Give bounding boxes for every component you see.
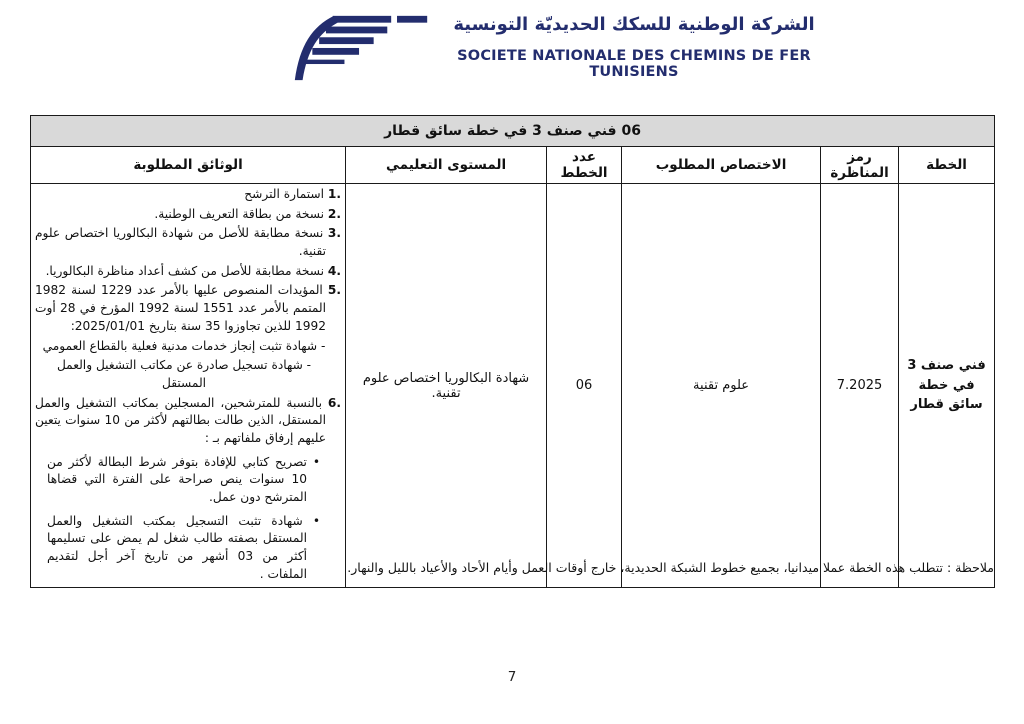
document-item <box>35 395 341 448</box>
table-title: 06 فني صنف 3 في خطة سائق قطار <box>31 116 995 147</box>
col-header-position: الخطة <box>899 147 995 184</box>
vacancy-table <box>30 115 995 588</box>
document-item <box>35 206 341 224</box>
cell-position: فني صنف 3 في خطة سائق قطار <box>899 184 995 588</box>
document-item-marker: • <box>312 513 321 528</box>
col-header-specialty: الاختصاص المطلوب <box>622 147 821 184</box>
col-header-vacancies: عدد الخطط <box>547 147 622 184</box>
document-item-text: شهادة تثبت إنجاز خدمات مدنية فعلية بالقطاع العمومي <box>42 338 318 353</box>
document-item-text: استمارة الترشح <box>244 187 325 201</box>
document-item-text: تصريح كتابي للإفادة بتوفر شرط البطالة لأكثر من 10 سنوات ينص صراحة على الفترة التي قضاها المترشح دون عمل. <box>47 454 308 504</box>
table-header-row <box>31 147 995 184</box>
document-item-text: نسخة مطابقة للأصل من شهادة البكالوريا اختصاص علوم تقنية. <box>35 226 327 259</box>
document-item <box>35 263 341 281</box>
document-item-marker: 5. <box>327 283 342 298</box>
page-number: 7 <box>507 669 517 685</box>
document-item <box>35 186 341 204</box>
document-item <box>35 282 341 335</box>
document-item <box>35 225 341 260</box>
table-title-row <box>31 116 995 147</box>
document-item-marker: 1. <box>327 187 342 201</box>
col-header-competition-code: رمز المناظرة <box>821 147 899 184</box>
cell-vacancies: 06 <box>547 184 622 588</box>
document-item <box>35 454 341 507</box>
document-item-marker: - <box>321 338 326 353</box>
document-item-marker: • <box>312 454 321 469</box>
document-item-text: نسخة من بطاقة التعريف الوطنية. <box>154 206 325 221</box>
document-item-marker: 4. <box>327 263 342 278</box>
sncft-logo <box>288 8 434 86</box>
document-item-marker: 2. <box>327 206 342 221</box>
table-row <box>31 184 995 588</box>
document-item <box>35 338 341 356</box>
document-item-text: نسخة مطابقة للأصل من كشف أعداد مناظرة البكالوريا. <box>45 263 325 278</box>
document-item-marker: - <box>306 358 312 373</box>
document-item-text: شهادة تثبت التسجيل بمكتب التشغيل والعمل المستقل بصفته طالب شغل لم يمض على تسليمها أكثر من 03 أشهر من تاريخ آخر أجل لتقديم الملفات . <box>47 513 308 581</box>
document-item-marker: 3. <box>327 226 342 241</box>
document-item-marker: 6. <box>327 395 342 410</box>
col-header-education: المستوى التعليمي <box>346 147 547 184</box>
cell-specialty: علوم تقنية <box>622 184 821 588</box>
company-name-french: SOCIETE NATIONALE DES CHEMINS DE FER TUNISIENS <box>457 48 811 80</box>
document-item <box>35 357 341 392</box>
field-work-note: ملاحظة : تتطلب هذه الخطة عملا ميدانيا، بجميع خطوط الشبكة الحديدية، خارج أوقات العمل وأيام الأحاد والأعياد بالليل والنهار. <box>347 560 994 575</box>
cell-education-level: شهادة البكالوريا اختصاص علوم تقنية. <box>346 184 547 588</box>
cell-required-documents <box>31 184 346 588</box>
document-item-text: شهادة تسجيل صادرة عن مكاتب التشغيل والعمل المستقل <box>56 358 303 390</box>
company-name-arabic: الشركة الوطنية للسكك الحديديّة التونسية <box>453 14 815 35</box>
col-header-documents: الوثائق المطلوبة <box>31 147 346 184</box>
cell-competition-code: 7.2025 <box>821 184 899 588</box>
document-item-text: بالنسبة للمترشحين، المسجلين بمكاتب التشغيل والعمل المستقل، الذين طالت بطالتهم لأكثر من 10 سنوات يتعين عليهم إرفاق ملفاتهم بـ : <box>35 395 327 445</box>
document-item <box>35 513 341 584</box>
document-item-text: المؤيدات المنصوص عليها بالأمر عدد 1229 لسنة 1982 المتمم بالأمر عدد 1551 لسنة 1992 المؤرخ في 28 أوت 1992 للذين تجاوزوا 35 سنة بتاريخ 2025/01/01: <box>35 283 327 333</box>
